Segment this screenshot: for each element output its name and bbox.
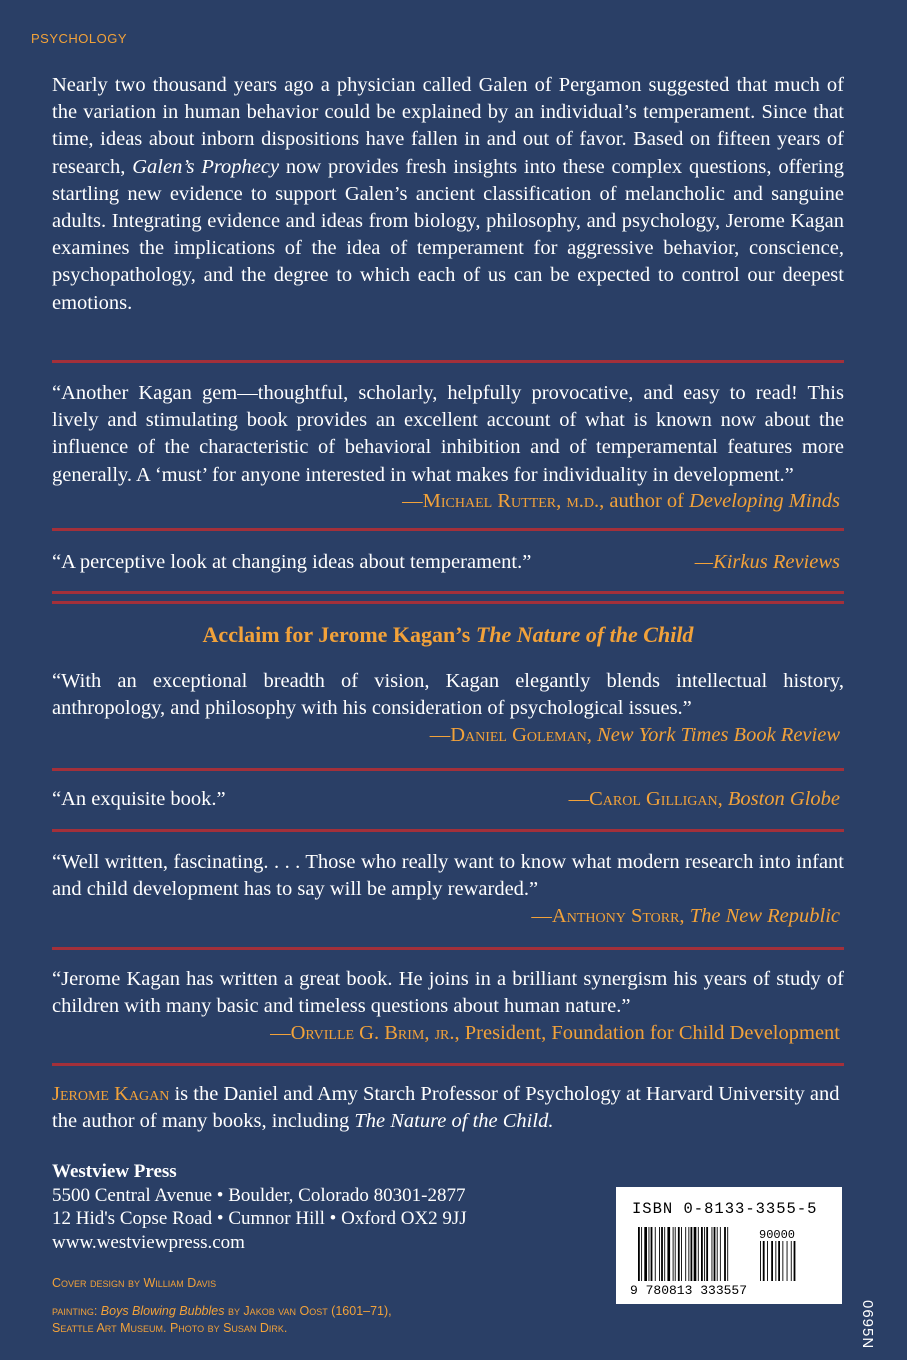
barcode-bar <box>782 1241 783 1281</box>
barcode-bar <box>791 1241 792 1281</box>
barcode-bar <box>641 1227 642 1281</box>
barcode-bar <box>651 1227 653 1281</box>
author-name: Jerome Kagan <box>52 1083 170 1105</box>
divider-rule <box>52 601 844 604</box>
divider-rule <box>52 528 844 531</box>
barcode-bar <box>727 1227 728 1281</box>
barcode-bar <box>685 1227 686 1281</box>
painting-credit <box>52 1303 392 1337</box>
attribution-role: author of <box>604 490 690 512</box>
attribution-work: New York Times Book Review <box>597 724 840 747</box>
attribution-name: —Michael Rutter, m.d., <box>402 490 605 512</box>
barcode-bar <box>767 1241 768 1281</box>
ean-code: 9 780813 333557 <box>630 1283 748 1298</box>
acclaim-heading <box>52 622 844 648</box>
barcode-bar <box>655 1227 656 1281</box>
barcode-bar <box>694 1227 697 1281</box>
attribution-name: —Anthony Storr, <box>531 905 685 928</box>
attribution-name: —Daniel Goleman, <box>429 724 592 747</box>
isbn-text: ISBN 0-8133-3355-5 <box>632 1200 818 1218</box>
description-book-title: Galen’s Prophecy <box>132 155 280 178</box>
barcode-bar <box>638 1227 640 1281</box>
attribution-work: Developing Minds <box>689 490 840 512</box>
blurb-attribution-row <box>52 488 844 515</box>
publisher-website: www.westviewpress.com <box>52 1231 245 1253</box>
barcode-bar <box>778 1241 780 1281</box>
barcode-bar <box>649 1227 650 1281</box>
acclaim-prefix: Acclaim for Jerome Kagan’s <box>202 622 476 647</box>
barcode-bar <box>760 1241 761 1281</box>
barcode-bar <box>717 1227 718 1281</box>
blurb-text: “With an exceptional breadth of vision, Kagan elegantly blends intellectual history, anthropology, and philosophy with his consideration of psychological issues.” <box>52 670 844 720</box>
publisher-name: Westview Press <box>52 1161 177 1182</box>
side-code: 0695N <box>859 1300 876 1350</box>
blurb-text: “Another Kagan gem—thoughtful, scholarly, helpfully provocative, and easy to read! This lively and stimulating book provides an excellent account of what is known now about the influence of the characteristic of behavioral inhibition and of temperamental features more generally. A ‘must’ for anyone interested in what makes for individuality in development.” <box>52 382 844 486</box>
barcode-bar <box>701 1227 703 1281</box>
barcode-bar <box>704 1227 705 1281</box>
blurb-text: “A perceptive look at changing ideas about temperament.” <box>52 551 532 573</box>
barcode-bar <box>644 1227 647 1281</box>
barcode-bar <box>659 1227 660 1281</box>
bio-title: The Nature of the Child. <box>354 1110 554 1133</box>
attribution-name: —Orville G. Brim, jr., <box>270 1022 460 1045</box>
blurb-gilligan <box>52 786 844 813</box>
divider-rule <box>52 829 844 832</box>
barcode-bar <box>664 1227 665 1281</box>
barcode-bar <box>673 1227 674 1281</box>
painting-label: painting: <box>52 1304 101 1318</box>
divider-rule <box>52 1063 844 1066</box>
publisher-block <box>52 1160 467 1254</box>
blurb-attribution <box>52 488 844 515</box>
attribution-work: Boston Globe <box>727 788 840 810</box>
blurb-attribution <box>569 786 844 813</box>
barcode-bar <box>678 1227 680 1281</box>
painting-artist: by Jakob van Oost (1601–71), <box>224 1304 392 1318</box>
acclaim-title: The Nature of the Child <box>475 622 694 647</box>
publisher-address-us: 5500 Central Avenue • Boulder, Colorado 80301-2877 <box>52 1184 466 1206</box>
category-label: PSYCHOLOGY <box>31 31 128 46</box>
author-bio <box>52 1081 844 1135</box>
blurb-rutter <box>52 380 844 489</box>
book-description <box>52 72 844 317</box>
cover-credit: Cover design by William Davis <box>52 1276 217 1290</box>
barcode-box <box>616 1187 842 1304</box>
description-text-2: now provides fresh insights into these complex questions, offering startling new evidence to support Galen’s ancient classification of melancholic and sanguine adults. Integrating evidence and ideas from biology, philosophy, and psychology, Jerome Kagan examines the implications of the idea of temperament for aggressive behavior, conscience, psychopathology, and the degree to which each of us can be expected to control our deepest emotions. <box>52 155 844 314</box>
bio-text: is the Daniel and Amy Starch Professor of Psychology at Harvard University and the author of many books, including <box>52 1083 840 1133</box>
barcode-bar <box>763 1241 765 1281</box>
barcode-bar <box>724 1227 726 1281</box>
barcode-graphic <box>638 1227 828 1283</box>
barcode-bar <box>661 1227 663 1281</box>
barcode-bar <box>794 1241 796 1281</box>
blurb-text: “Well written, fascinating. . . . Those who really want to know what modern research into infant and child development has to say will be amply rewarded.” <box>52 851 844 901</box>
painting-museum: Seattle Art Museum. Photo by Susan Dirk. <box>52 1321 288 1335</box>
blurb-attribution <box>52 1020 844 1047</box>
blurb-text: “Jerome Kagan has written a great book. He joins in a brilliant synergism his years of study of children with many basic and timeless questions about human nature.” <box>52 968 844 1018</box>
barcode-bar <box>771 1241 773 1281</box>
barcode-bar <box>714 1227 716 1281</box>
blurb-brim <box>52 966 844 1048</box>
blurb-text: “An exquisite book.” <box>52 788 226 810</box>
divider-rule <box>52 768 844 771</box>
attribution-work: —Kirkus Reviews <box>694 551 840 573</box>
blurb-storr <box>52 849 844 931</box>
barcode-bar <box>712 1227 713 1281</box>
attribution-work: The New Republic <box>689 905 840 928</box>
barcode-bar <box>688 1227 689 1281</box>
barcode-bar <box>775 1241 776 1281</box>
blurb-goleman <box>52 668 844 750</box>
barcode-bar <box>667 1227 670 1281</box>
barcode-bar <box>698 1227 699 1281</box>
attribution-role: President, Foundation for Child Development <box>464 1022 840 1045</box>
divider-rule <box>52 360 844 363</box>
barcode-bar <box>706 1227 708 1281</box>
divider-rule <box>52 947 844 950</box>
barcode-bar <box>675 1227 676 1281</box>
barcode-bar <box>720 1227 721 1281</box>
barcode-bar <box>691 1227 693 1281</box>
barcode-bar <box>681 1227 682 1281</box>
price-code: 90000 <box>759 1228 796 1242</box>
publisher-address-uk: 12 Hid's Copse Road • Cumnor Hill • Oxford OX2 9JJ <box>52 1208 467 1229</box>
divider-rule <box>52 591 844 594</box>
blurb-kirkus <box>52 549 844 576</box>
blurb-attribution <box>52 903 844 930</box>
blurb-attribution <box>52 722 844 749</box>
painting-title: Boys Blowing Bubbles <box>100 1304 225 1318</box>
description-text-1: Nearly two thousand years ago a physician called Galen of Pergamon suggested that much of the variation in human behavior could be explained by an individual’s temperament. Since that time, ideas about inborn dispositions have fallen in and out of favor. Based on fifteen years of research, <box>52 74 844 178</box>
attribution-name: —Carol Gilligan, <box>568 788 723 810</box>
barcode-bar <box>787 1241 788 1281</box>
